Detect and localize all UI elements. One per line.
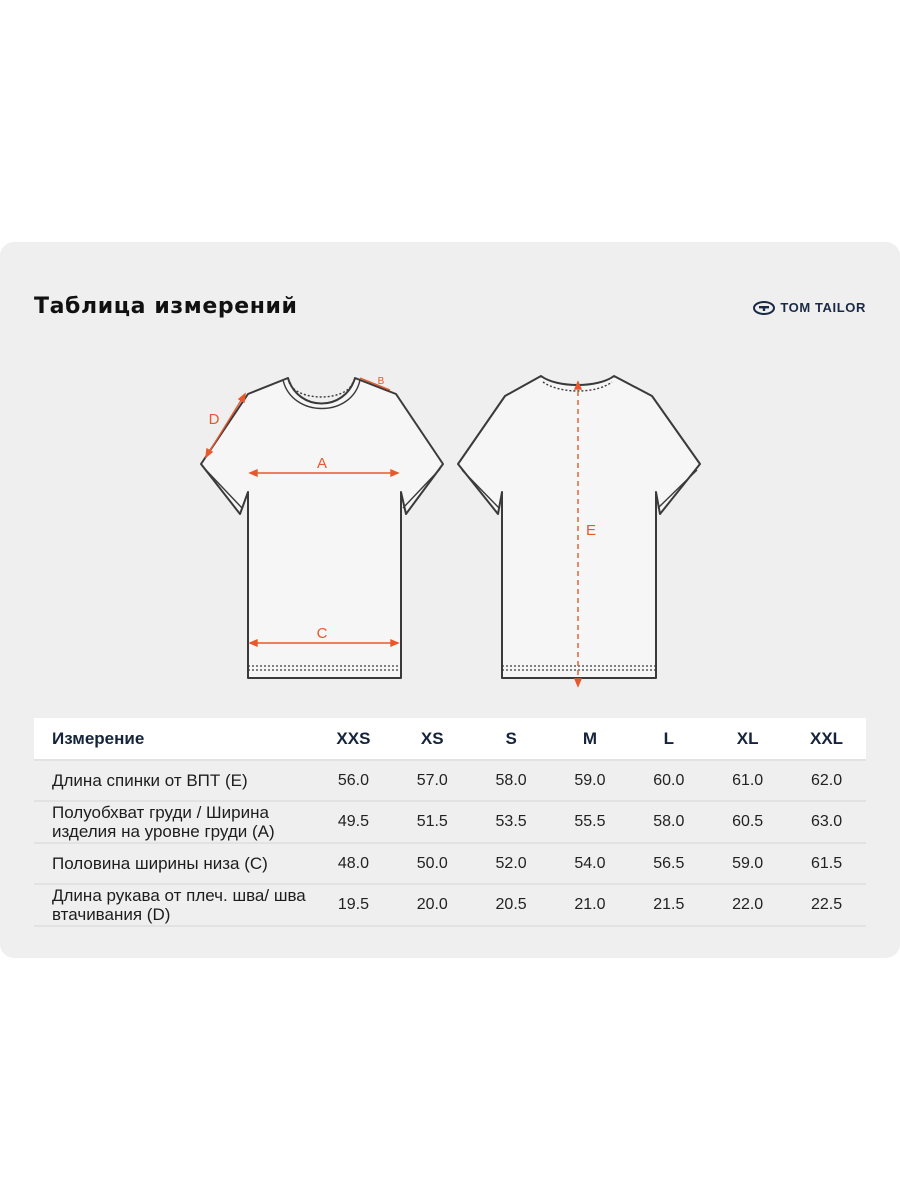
tshirt-back — [458, 376, 700, 678]
tshirt-diagram — [0, 242, 900, 712]
cell-value: 19.5 — [314, 884, 393, 926]
cell-value: 21.0 — [551, 884, 630, 926]
cell-value: 51.5 — [393, 801, 472, 843]
size-table — [34, 718, 866, 927]
header-size-xl: XL — [708, 718, 787, 760]
cell-value: 22.0 — [708, 884, 787, 926]
header-size-s: S — [472, 718, 551, 760]
label-a: A — [316, 455, 328, 472]
cell-value: 53.5 — [472, 801, 551, 843]
size-chart-card — [0, 242, 900, 958]
cell-value: 21.5 — [629, 884, 708, 926]
cell-value: 20.5 — [472, 884, 551, 926]
cell-value: 56.5 — [629, 843, 708, 884]
cell-value: 59.0 — [551, 760, 630, 801]
header-size-xs: XS — [393, 718, 472, 760]
cell-value: 50.0 — [393, 843, 472, 884]
label-c: C — [316, 625, 328, 642]
table-row — [34, 843, 866, 884]
table-header-row — [34, 718, 866, 760]
header-size-l: L — [629, 718, 708, 760]
header-size-m: M — [551, 718, 630, 760]
row-label: Половина ширины низа (С) — [34, 843, 314, 884]
cell-value: 20.0 — [393, 884, 472, 926]
row-label: Длина рукава от плеч. шва/ шва втачивания (D) — [34, 884, 314, 926]
cell-value: 63.0 — [787, 801, 866, 843]
brand-name: TOM TAILOR — [780, 300, 866, 315]
cell-value: 60.5 — [708, 801, 787, 843]
table-row — [34, 760, 866, 801]
header-size-xxs: XXS — [314, 718, 393, 760]
cell-value: 59.0 — [708, 843, 787, 884]
page-title: Таблица измерений — [34, 294, 298, 319]
cell-value: 58.0 — [629, 801, 708, 843]
label-b: B — [377, 376, 385, 387]
cell-value: 58.0 — [472, 760, 551, 801]
cell-value: 22.5 — [787, 884, 866, 926]
table-row — [34, 884, 866, 926]
table-row — [34, 801, 866, 843]
cell-value: 52.0 — [472, 843, 551, 884]
cell-value: 54.0 — [551, 843, 630, 884]
header-size-xxl: XXL — [787, 718, 866, 760]
label-d: D — [208, 411, 220, 428]
cell-value: 48.0 — [314, 843, 393, 884]
cell-value: 61.5 — [787, 843, 866, 884]
row-label: Полуобхват груди / Ширина изделия на уровне груди (А) — [34, 801, 314, 843]
cell-value: 61.0 — [708, 760, 787, 801]
cell-value: 56.0 — [314, 760, 393, 801]
cell-value: 60.0 — [629, 760, 708, 801]
header-measurement: Измерение — [34, 718, 314, 760]
row-label: Длина спинки от ВПТ (Е) — [34, 760, 314, 801]
cell-value: 62.0 — [787, 760, 866, 801]
cell-value: 55.5 — [551, 801, 630, 843]
cell-value: 49.5 — [314, 801, 393, 843]
cell-value: 57.0 — [393, 760, 472, 801]
label-e: E — [585, 522, 597, 539]
